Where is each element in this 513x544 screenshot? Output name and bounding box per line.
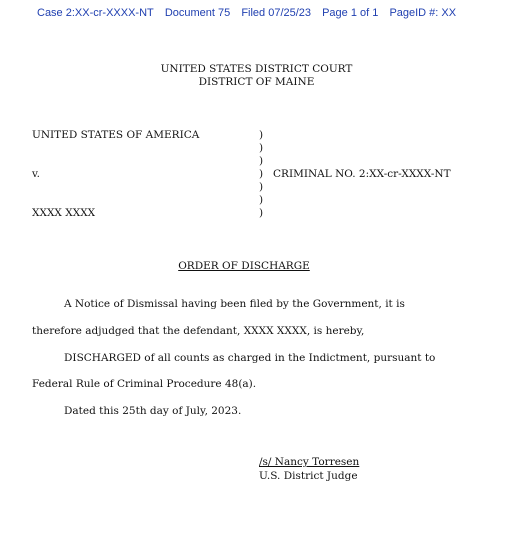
- caption-paren: ): [259, 181, 264, 193]
- signature-title: U.S. District Judge: [259, 470, 358, 482]
- page-count: Page 1 of 1: [322, 7, 379, 19]
- page-id: PageID #: XX: [389, 7, 457, 19]
- body-line: DISCHARGED of all counts as charged in the Indictment, pursuant to: [64, 352, 436, 364]
- caption-defendant: XXXX XXXX: [32, 207, 96, 219]
- ecf-header: [37, 7, 456, 19]
- caption-case-number: CRIMINAL NO. 2:XX-cr-XXXX-NT: [273, 168, 451, 180]
- filed-date: Filed 07/25/23: [241, 7, 312, 19]
- case-number: Case 2:XX-cr-XXXX-NT: [37, 7, 154, 19]
- body-line: A Notice of Dismissal having been filed by the Government, it is: [64, 298, 405, 310]
- document-number: Document 75: [164, 7, 231, 19]
- caption-plaintiff: UNITED STATES OF AMERICA: [32, 129, 200, 141]
- caption-paren: ): [259, 142, 264, 154]
- dated-line: Dated this 25th day of July, 2023.: [64, 405, 242, 417]
- caption-paren: ): [259, 129, 264, 141]
- court-district: DISTRICT OF MAINE: [198, 76, 315, 88]
- caption-paren: ): [259, 194, 264, 206]
- caption-paren: ): [259, 168, 264, 180]
- caption-versus: v.: [32, 168, 41, 180]
- order-title: ORDER OF DISCHARGE: [178, 260, 310, 272]
- caption-paren: ): [259, 155, 264, 167]
- body-line: therefore adjudged that the defendant, XXXX XXXX, is hereby,: [32, 325, 365, 337]
- body-line: Federal Rule of Criminal Procedure 48(a).: [32, 378, 257, 390]
- signature-name: /s/ Nancy Torresen: [259, 456, 360, 468]
- caption-paren-column: [259, 129, 263, 220]
- caption-paren: ): [259, 207, 264, 219]
- court-name: UNITED STATES DISTRICT COURT: [160, 63, 353, 75]
